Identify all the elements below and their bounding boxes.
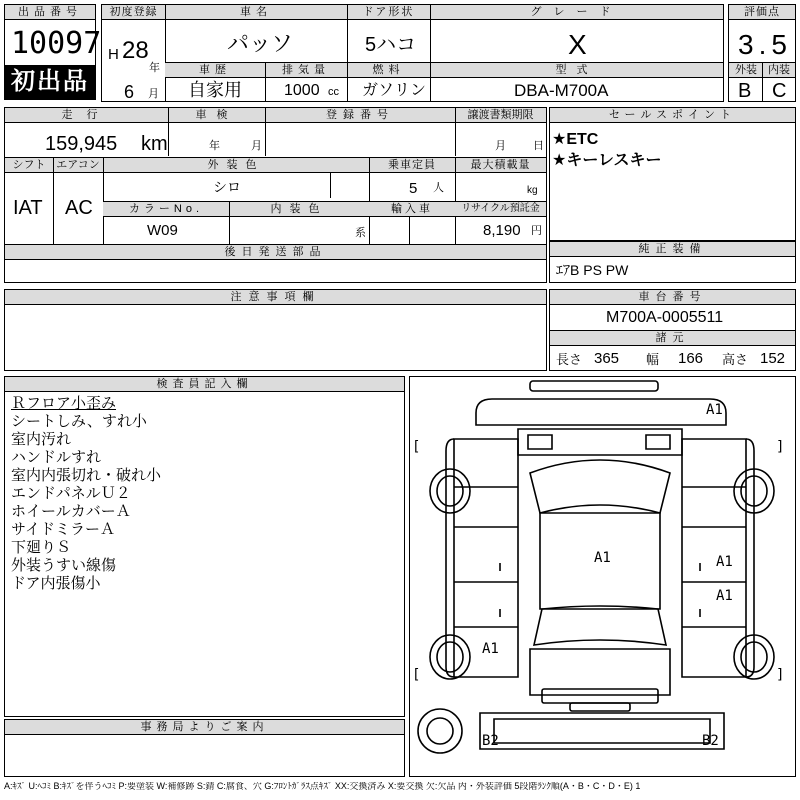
damage-mark: A1	[716, 588, 733, 604]
reg-year-unit: 年	[149, 62, 160, 74]
inspection-label: 車検	[168, 108, 265, 123]
dims-label: 諸元	[550, 331, 795, 346]
intcolor-label: 内装色	[229, 202, 369, 217]
later-parts-label: 後日発送部品	[5, 245, 546, 260]
inspector-item: ドア内張傷小	[11, 575, 101, 592]
shift-value: IAT	[13, 197, 43, 219]
chassis-box	[549, 289, 796, 371]
width-label: 幅	[646, 352, 660, 367]
inspector-list	[11, 395, 161, 593]
recycle-value: 8,190	[483, 222, 521, 239]
selling-point-2: ★キーレスキー	[552, 152, 662, 169]
transfer-label: 譲渡書類期限	[455, 108, 546, 123]
capacity-unit: 人	[433, 182, 444, 194]
lot-label: 出品番号	[5, 5, 95, 20]
damage-mark: B2	[702, 733, 719, 749]
length-label: 長さ	[556, 352, 583, 367]
color-value: シロ	[213, 179, 241, 195]
reg-year: 28	[122, 37, 149, 64]
details-grid	[4, 107, 547, 283]
mileage-value: 159,945	[45, 133, 118, 155]
fuel-label: 燃料	[347, 63, 430, 78]
equipment-label: 純正装備	[550, 242, 795, 257]
lot-box	[4, 4, 102, 100]
intcolor-suffix: 系	[355, 227, 366, 239]
capacity-label: 乗車定員	[369, 158, 455, 173]
capacity-value: 5	[409, 180, 418, 197]
grade-value: X	[568, 29, 587, 60]
recycle-label: リサイクル預託金	[455, 202, 546, 217]
notes-box	[4, 289, 547, 371]
exterior-label: 外装	[729, 63, 763, 78]
damage-mark: B2	[482, 733, 499, 749]
load-unit: kg	[527, 185, 538, 196]
inspector-item: 外装うすい線傷	[11, 557, 117, 574]
displacement-value: 1000	[284, 82, 320, 99]
fuel-value: ガソリン	[362, 82, 427, 99]
damage-mark: A1	[716, 554, 733, 570]
height-value: 152	[760, 350, 786, 367]
legend-text: A:ｷｽﾞ U:ﾍｺﾐ B:ｷｽﾞを伴うﾍｺﾐ P:要塗装 W:補修跡 S:錆 C:腐食、穴 G:ﾌﾛﾝﾄｶﾞﾗｽ点ｷｽﾞ XX:交換済み X:要交換 欠:欠品 内・外装評価 5段階ﾗﾝｸ順(A・B・C・D・E) 1	[4, 782, 641, 791]
car-name: パッソ	[227, 31, 294, 56]
ac-label: エアコン	[53, 158, 103, 173]
first-listing-badge: 初出品	[5, 65, 95, 99]
color-label: 外装色	[103, 158, 369, 173]
reg-month: 6	[124, 82, 135, 102]
transfer-month-unit: 月	[495, 140, 506, 152]
length-value: 365	[594, 350, 620, 367]
inspector-item: ホイールカバーＡ	[11, 503, 131, 520]
color-no-value: W09	[147, 222, 178, 239]
width-value: 166	[678, 350, 704, 367]
transfer-day-unit: 日	[533, 140, 544, 152]
notes-label: 注意事項欄	[5, 290, 546, 305]
score-box	[728, 4, 796, 102]
inspector-box	[4, 376, 405, 717]
mileage-label: 走行	[5, 108, 168, 123]
grade-label: グレード	[430, 5, 723, 20]
office-label: 事務局よりご案内	[5, 720, 404, 735]
displacement-unit: cc	[328, 86, 339, 98]
damage-diagram-box	[409, 376, 796, 777]
load-label: 最大積載量	[455, 158, 546, 173]
selling-points-box	[549, 107, 796, 241]
inspector-item: エンドパネルＵ２	[11, 485, 131, 502]
inspector-item: シートしみ、すれ小	[11, 413, 147, 430]
displacement-label: 排気量	[265, 63, 347, 78]
lot-number: 10097	[11, 26, 102, 61]
inspector-item: 室内内張切れ・破れ小	[11, 467, 162, 484]
model-label: 型式	[430, 63, 723, 78]
import-label: 輸入車	[369, 202, 455, 217]
damage-mark: A1	[706, 402, 723, 418]
diagram-bracket: [	[412, 439, 421, 455]
recycle-unit: 円	[531, 225, 542, 237]
colorno-label: カラーNo.	[103, 202, 229, 217]
inspector-item: サイドミラーＡ	[11, 521, 115, 538]
score-label: 評価点	[729, 5, 795, 20]
damage-mark: A1	[482, 641, 499, 657]
name-label: 車名	[165, 5, 347, 20]
header-grid	[101, 4, 724, 102]
history-label: 車歴	[165, 63, 265, 78]
interior-grade: C	[772, 80, 787, 102]
mileage-unit: km	[141, 133, 168, 155]
inspector-item: ハンドルすれ	[11, 449, 102, 466]
reg-era: H	[108, 46, 119, 63]
interior-label: 内装	[763, 63, 795, 78]
inspector-item: Ｒフロア小歪み	[11, 395, 117, 412]
inspection-month-unit: 月	[251, 140, 262, 152]
office-box	[4, 719, 405, 777]
exterior-grade: B	[738, 80, 752, 102]
shift-label: シフト	[5, 158, 53, 173]
selling-points-label: セールスポイント	[550, 108, 795, 123]
ac-value: AC	[65, 197, 93, 219]
selling-point-1: ★ETC	[552, 131, 599, 148]
reg-label: 初度登録	[102, 5, 165, 20]
damage-mark: A1	[594, 550, 611, 566]
score-value: 3.5	[738, 29, 792, 60]
history-value: 自家用	[188, 80, 242, 100]
equipment-box	[549, 241, 796, 283]
inspection-year-unit: 年	[209, 140, 220, 152]
chassis-label: 車台番号	[550, 290, 795, 305]
door-label: ドア形状	[347, 5, 430, 20]
car-damage-diagram	[410, 377, 794, 775]
height-label: 高さ	[722, 352, 749, 367]
model-value: DBA-M700A	[514, 81, 609, 100]
door-type: 5ハコ	[365, 34, 417, 56]
inspector-label: 検査員記入欄	[5, 377, 404, 392]
reg-month-unit: 月	[148, 88, 159, 100]
diagram-bracket: [	[412, 667, 421, 683]
equipment-value: ｴｱB PS PW	[556, 262, 629, 278]
chassis-value: M700A-0005511	[606, 309, 724, 326]
inspector-item: 室内汚れ	[11, 431, 72, 448]
regno-label: 登録番号	[265, 108, 455, 123]
diagram-bracket: ]	[776, 667, 785, 683]
inspector-item: 下廻りＳ	[11, 539, 72, 556]
diagram-bracket: ]	[776, 439, 785, 455]
